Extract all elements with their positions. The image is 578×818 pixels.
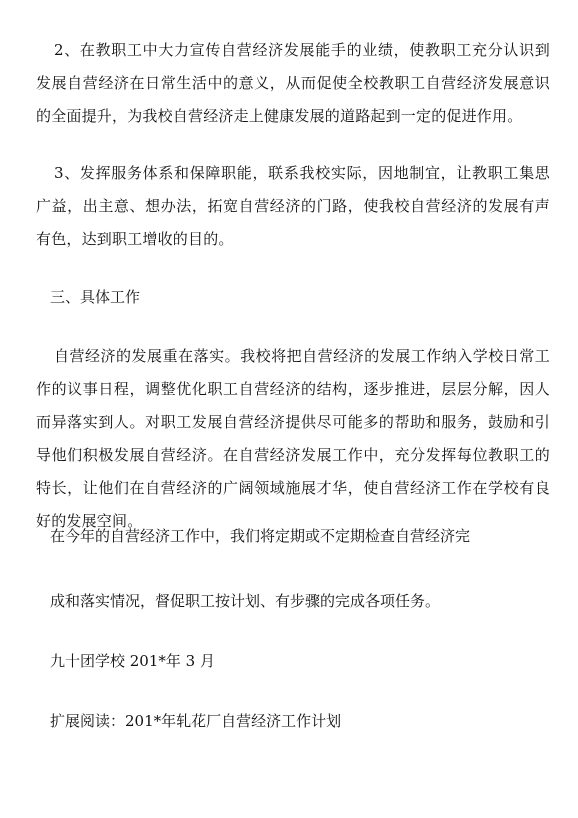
extended-reading-link: 扩展阅读：201*年轧花厂自营经济工作计划 bbox=[50, 712, 342, 730]
paragraph-inspection-line-1: 在今年的自营经济工作中，我们将定期或不定期检查自营经济完 bbox=[50, 527, 471, 545]
signature-line: 九十团学校 201*年 3 月 bbox=[50, 652, 215, 670]
paragraph-specific-work: 自营经济的发展重在落实。我校将把自营经济的发展工作纳入学校日常工作的议事日程，调整优化职工自营经济的结构，逐步推进，层层分解，因人而异落实到人。对职工发展自营经济提供尽可能多的帮助和服务，鼓励和引导他们积极发展自营经济。在自营经济发展工作中，充分发挥每位教职工的特长，让他们在自营经济的广阔领域施展才华，使自营经济工作在学校有良好的发展空间。 bbox=[36, 347, 550, 530]
paragraph-item-2: 2、在教职工中大力宣传自营经济发展能手的业绩，使教职工充分认识到发展自营经济在日常生活中的意义，从而促使全校教职工自营经济发展意识的全面提升，为我校自营经济走上健康发展的道路起到一定的促进作用。 bbox=[36, 41, 550, 125]
paragraph-inspection-line-2: 成和落实情况，督促职工按计划、有步骤的完成各项任务。 bbox=[50, 592, 441, 610]
paragraph-item-3: 3、发挥服务体系和保障职能，联系我校实际，因地制宜，让教职工集思广益，出主意、想办法，拓宽自营经济的门路，使我校自营经济的发展有声有色，达到职工增收的目的。 bbox=[36, 164, 550, 248]
section-heading: 三、具体工作 bbox=[50, 288, 141, 306]
